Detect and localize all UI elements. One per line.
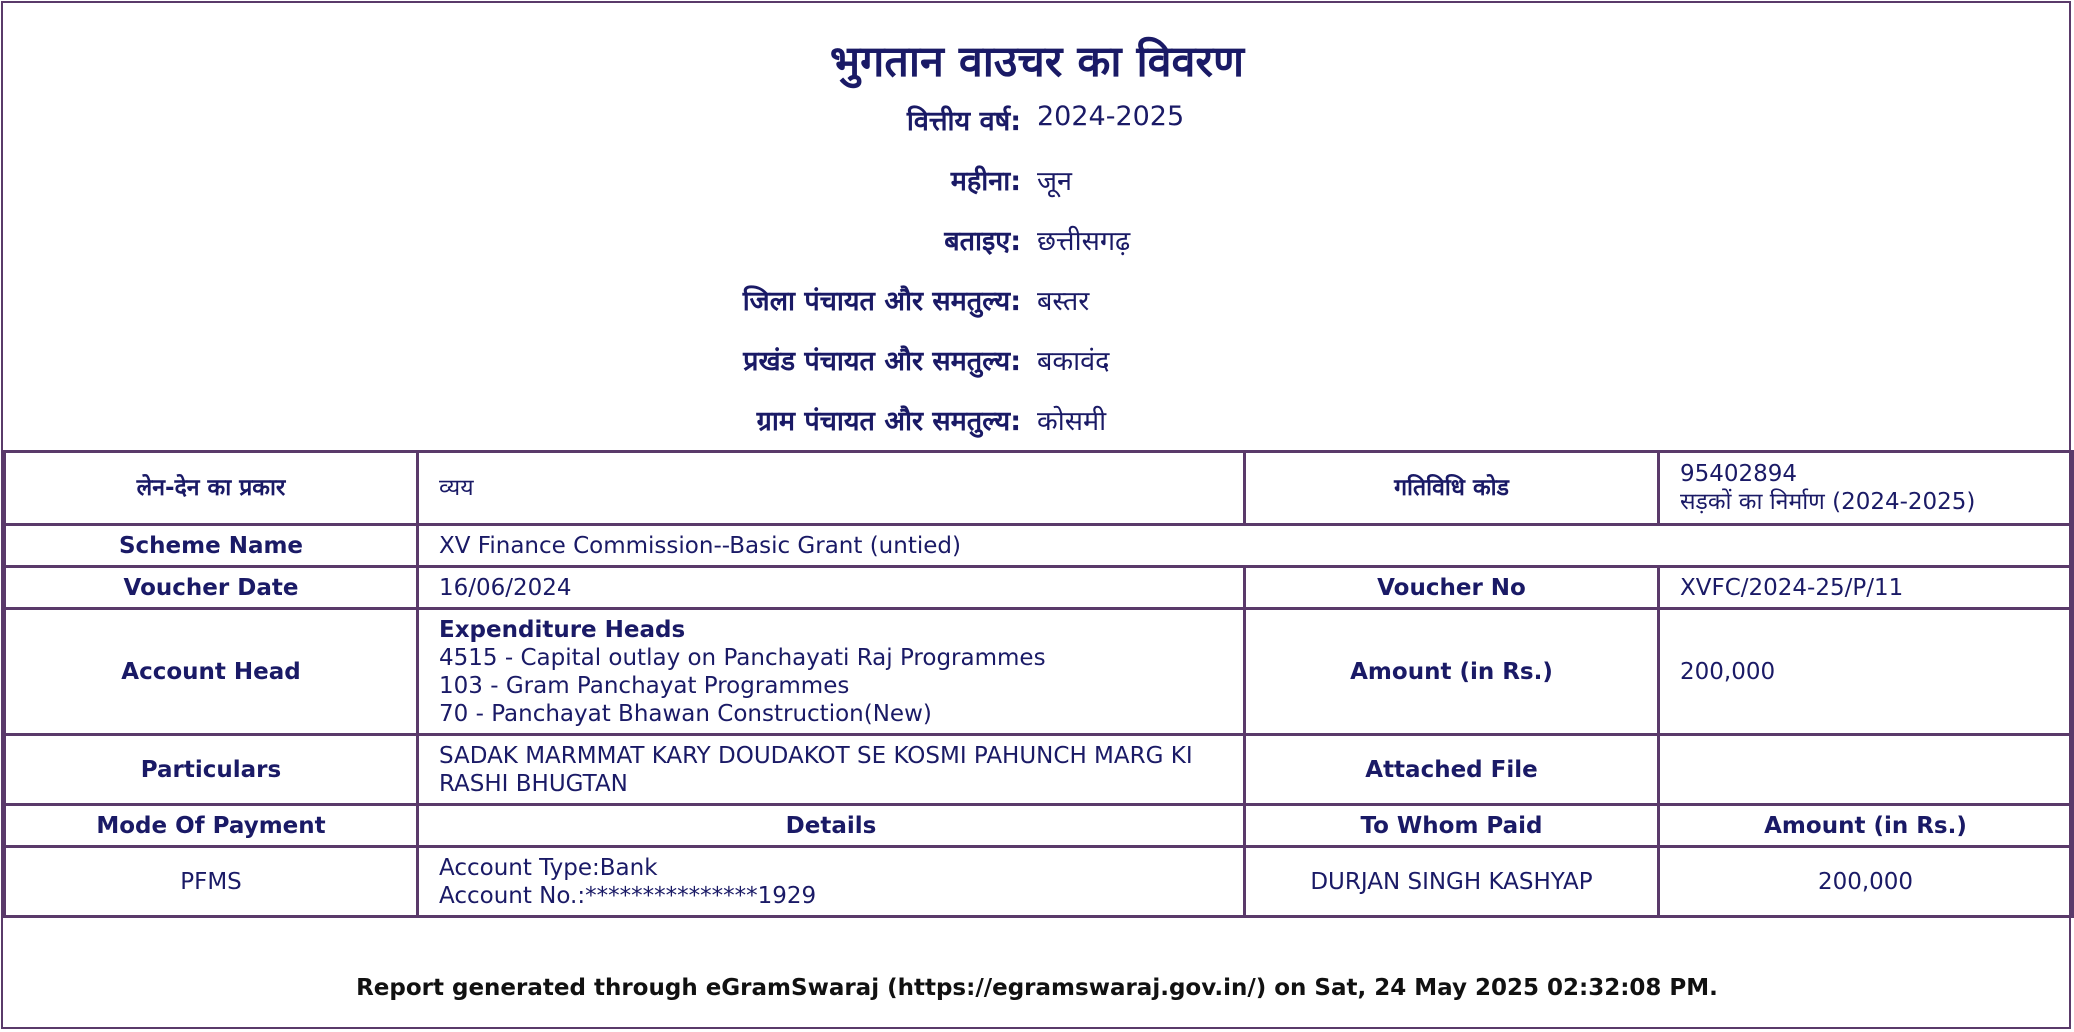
voucher-no-value: XVFC/2024-25/P/11 — [1659, 567, 2073, 609]
particulars-value: SADAK MARMMAT KARY DOUDAKOT SE KOSMI PAHUNCH MARG KI RASHI BHUGTAN — [418, 735, 1245, 805]
payee-header: To Whom Paid — [1245, 805, 1659, 847]
amount-label: Amount (in Rs.) — [1245, 609, 1659, 735]
voucher-date-value: 16/06/2024 — [418, 567, 1245, 609]
activity-code-value: 95402894 — [1680, 461, 1798, 487]
meta-value: बकावंद — [1037, 346, 1110, 377]
table-row — [5, 567, 2073, 609]
meta-value: बस्तर — [1037, 286, 1090, 317]
meta-state — [0, 221, 2074, 261]
voucher-table — [3, 450, 2074, 918]
account-head-line: 103 - Gram Panchayat Programmes — [439, 672, 850, 699]
table-row — [5, 847, 2073, 917]
meta-value: कोसमी — [1037, 406, 1107, 437]
account-head-line: 70 - Panchayat Bhawan Construction(New) — [439, 700, 932, 727]
transaction-type-value: व्यय — [418, 452, 1245, 525]
meta-label: ग्राम पंचायत और समतुल्य: — [756, 406, 1021, 437]
attached-file-value — [1659, 735, 2073, 805]
meta-block — [0, 341, 2074, 381]
meta-value: 2024-2025 — [1037, 101, 1185, 132]
meta-gram-panchayat — [0, 401, 2074, 441]
page-title: भुगतान वाउचर का विवरण — [829, 37, 1245, 87]
activity-name: सड़कों का निर्माण (2024-2025) — [1680, 489, 1976, 515]
voucher-date-label: Voucher Date — [5, 567, 418, 609]
payment-details-header: Details — [418, 805, 1245, 847]
account-head-line: 4515 - Capital outlay on Panchayati Raj Programmes — [439, 644, 1046, 671]
payment-amount-value: 200,000 — [1659, 847, 2073, 917]
meta-label: वित्तीय वर्ष: — [906, 106, 1021, 137]
table-row — [5, 609, 2073, 735]
payee-value: DURJAN SINGH KASHYAP — [1245, 847, 1659, 917]
table-row — [5, 735, 2073, 805]
payment-mode-value: PFMS — [5, 847, 418, 917]
table-row — [5, 805, 2073, 847]
account-type: Account Type:Bank — [439, 854, 658, 881]
report-footer: Report generated through eGramSwaraj (https://egramswaraj.gov.in/) on Sat, 24 May 2025 02:32:08 PM. — [356, 975, 1718, 1001]
meta-label: प्रखंड पंचायत और समतुल्य: — [743, 346, 1021, 377]
meta-value: जून — [1037, 166, 1073, 197]
payment-mode-header: Mode Of Payment — [5, 805, 418, 847]
meta-month — [0, 161, 2074, 201]
account-number: Account No.:***************1929 — [439, 882, 817, 909]
transaction-type-label: लेन-देन का प्रकार — [5, 452, 418, 525]
meta-label: जिला पंचायत और समतुल्य: — [742, 286, 1021, 317]
voucher-no-label: Voucher No — [1245, 567, 1659, 609]
activity-code-label: गतिविधि कोड — [1245, 452, 1659, 525]
meta-label: बताइए: — [944, 226, 1021, 257]
payment-amount-header: Amount (in Rs.) — [1659, 805, 2073, 847]
meta-label: महीना: — [950, 166, 1021, 197]
table-row — [5, 452, 2073, 525]
payment-details-cell — [418, 847, 1245, 917]
meta-value: छत्तीसगढ़ — [1037, 226, 1131, 257]
table-row — [5, 525, 2073, 567]
particulars-label: Particulars — [5, 735, 418, 805]
attached-file-label: Attached File — [1245, 735, 1659, 805]
meta-financial-year — [0, 101, 2074, 141]
amount-value: 200,000 — [1659, 609, 2073, 735]
account-head-title: Expenditure Heads — [439, 616, 686, 643]
account-head-cell — [418, 609, 1245, 735]
meta-district — [0, 281, 2074, 321]
scheme-label: Scheme Name — [5, 525, 418, 567]
account-head-label: Account Head — [5, 609, 418, 735]
activity-code-cell — [1659, 452, 2073, 525]
scheme-value: XV Finance Commission--Basic Grant (untied) — [418, 525, 2073, 567]
